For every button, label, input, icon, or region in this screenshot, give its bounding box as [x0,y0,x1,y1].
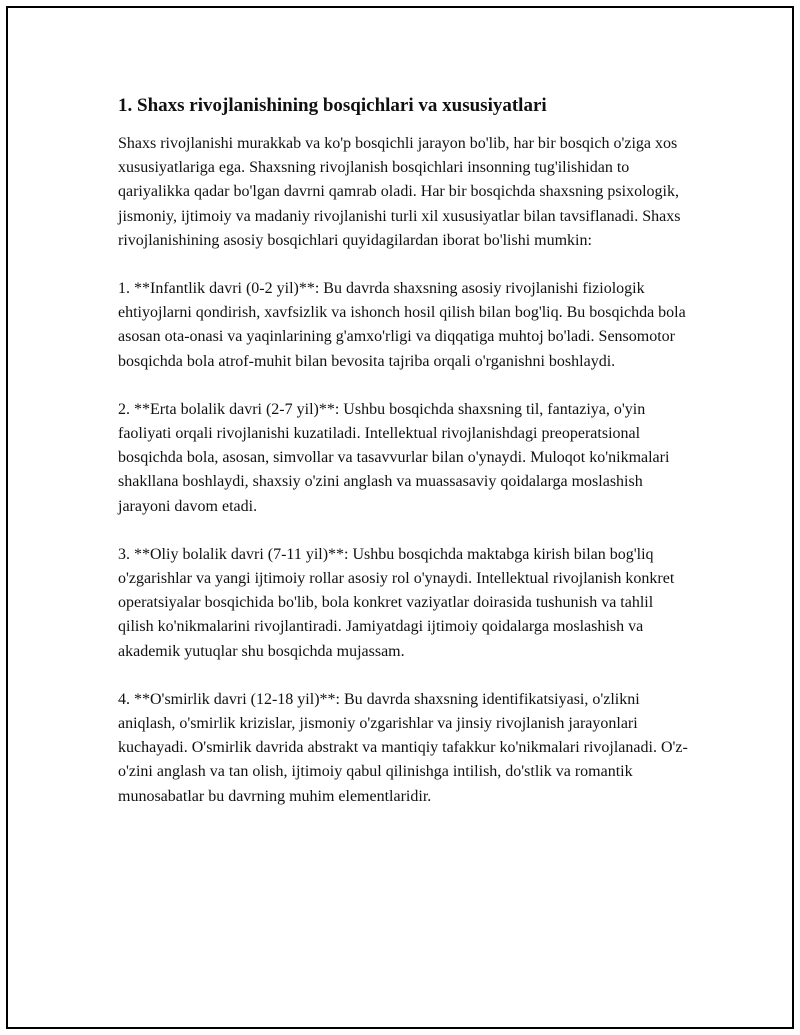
section-middle-childhood: 3. **Oliy bolalik davri (7-11 yil)**: Ushbu bosqichda maktabga kirish bilan bog'liq o'zgarishlar va yangi ijtimoiy rollar asosiy rol o'ynaydi. Intellektual rivojlanish konkret operatsiyalar bosqichida bo'lib, bola konkret vaziyatlar doirasida tushunish va tahlil qilish ko'nikmalarini rivojlantiradi. Jamiyatdagi ijtimoiy qoidalarga moslashish va akademik yutuqlar shu bosqichda mujassam. [118,545,675,660]
document-body [118,94,688,809]
section-early-childhood: 2. **Erta bolalik davri (2-7 yil)**: Ushbu bosqichda shaxsning til, fantaziya, o'yin faoliyati orqali rivojlanishi kuzatiladi. Intellektual rivojlanishdagi preoperatsional bosqichda bola, asosan, simvollar va tasavvurlar bilan o'ynaydi. Muloqot ko'nikmalari shakllana boshlaydi, shaxsiy o'zini anglash va muassasaviy qoidalarga moslashish jarayoni davom etadi. [118,400,670,515]
intro-paragraph: Shaxs rivojlanishi murakkab va ko'p bosqichli jarayon bo'lib, har bir bosqich o'ziga xos xususiyatlariga ega. Shaxsning rivojlanish bosqichlari insonning tug'ilishidan to qariyalikka qadar bo'lgan davrni qamrab oladi. Har bir bosqichda shaxsning psixologik, jismoniy, ijtimoiy va madaniy rivojlanishi turli xil xususiyatlar bilan tavsiflanadi. Shaxs rivojlanishining asosiy bosqichlari quyidagilardan iborat bo'lishi mumkin: [118,135,681,249]
section-infancy: 1. **Infantlik davri (0-2 yil)**: Bu davrda shaxsning asosiy rivojlanishi fiziologik ehtiyojlarni qondirish, xavfsizlik va ishonch hosil qilish bilan bog'liq. Bu bosqichda bola asosan ota-onasi va yaqinlarining g'amxo'rligi va diqqatiga muhtoj bo'ladi. Sensomotor bosqichda bola atrof-muhit bilan bevosita tajriba orqali o'rganishni boshlaydi. [118,280,686,370]
document-title: 1. Shaxs rivojlanishining bosqichlari va xususiyatlari [118,95,547,116]
section-adolescence: 4. **O'smirlik davri (12-18 yil)**: Bu davrda shaxsning identifikatsiyasi, o'zlikni aniqlash, o'smirlik krizislar, jismoniy o'zgarishlar va jinsiy rivojlanish jarayonlari kuchayadi. O'smirlik davrida abstrakt va mantiqiy tafakkur ko'nikmalari rivojlanadi. O'z-o'zini anglash va tan olish, ijtimoiy qabul qilinishga intilish, do'stlik va romantik munosabatlar bu davrning muhim elementlaridir. [118,690,688,805]
